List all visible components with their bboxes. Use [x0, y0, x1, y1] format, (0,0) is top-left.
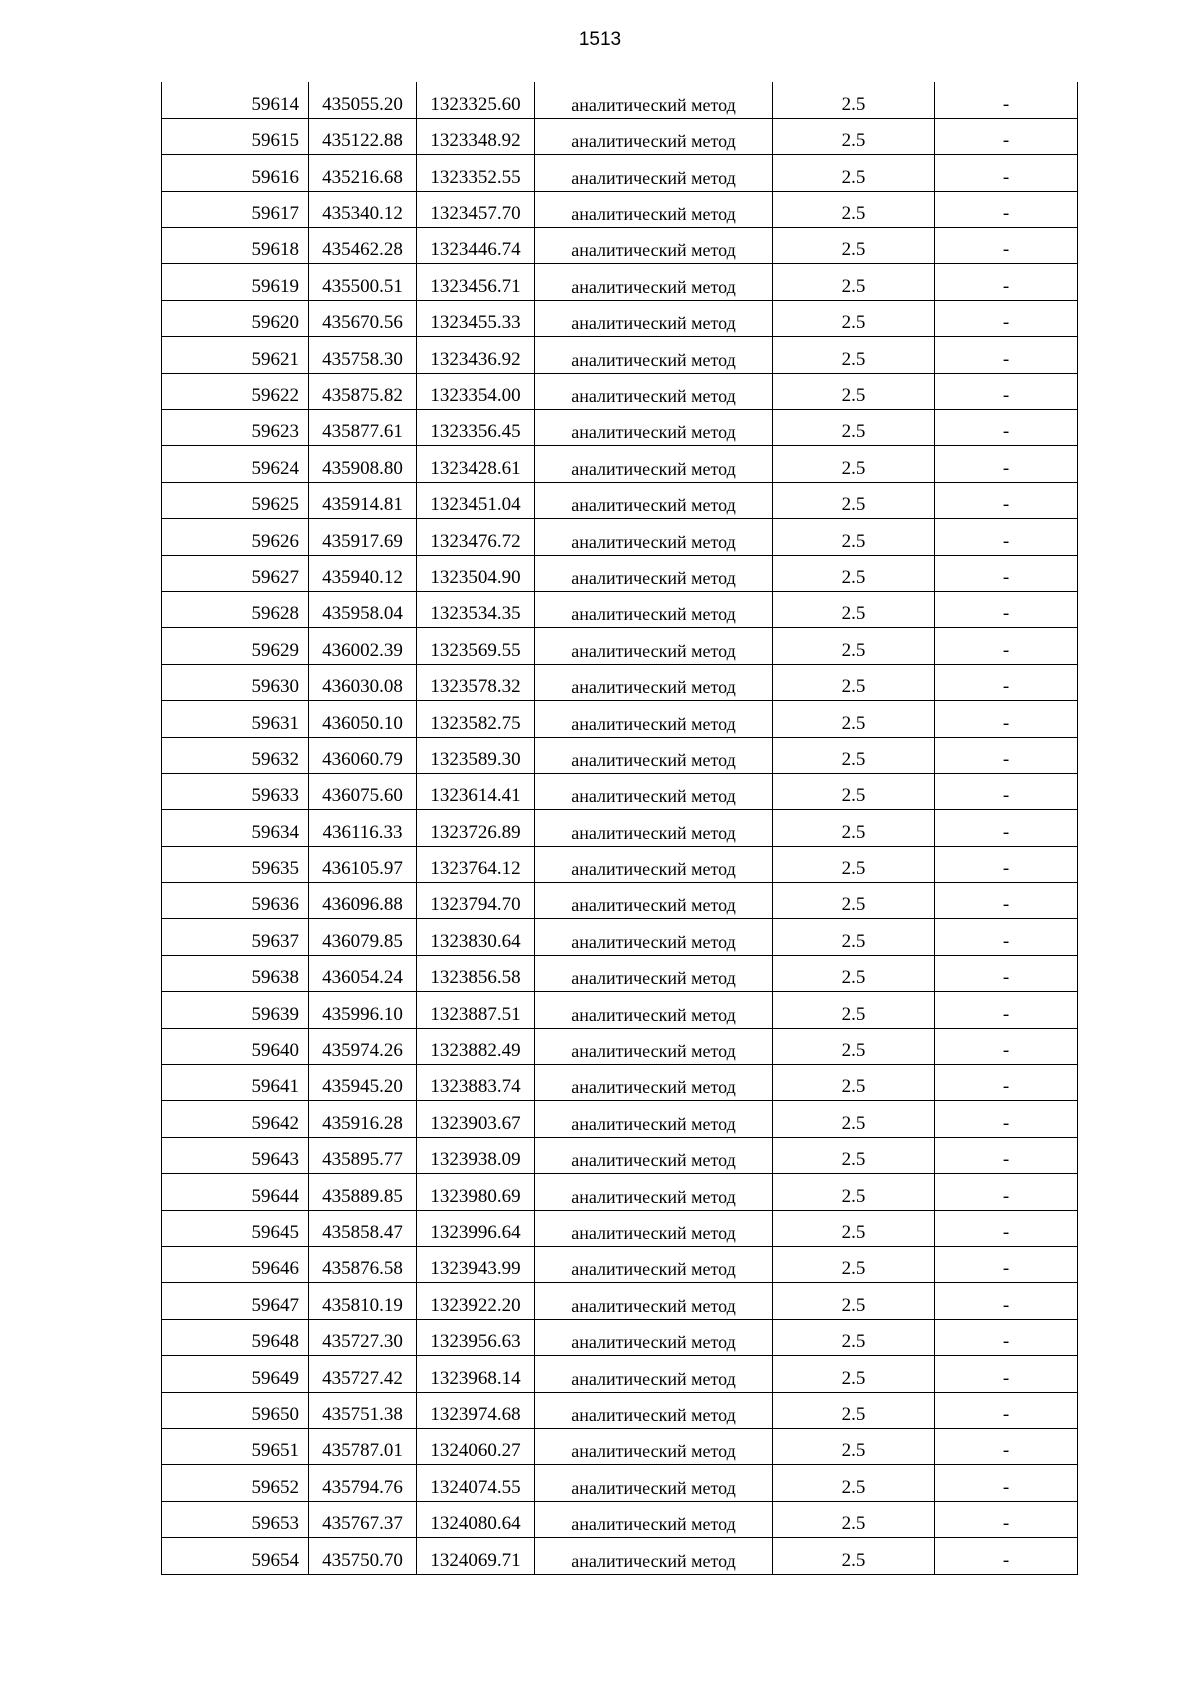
coordinates-table — [161, 82, 1078, 1575]
y-coordinate-cell: 1323578.32 — [417, 664, 535, 700]
y-coordinate-cell: 1323938.09 — [417, 1137, 535, 1173]
note-cell: - — [935, 1538, 1078, 1574]
note-cell: - — [935, 1465, 1078, 1501]
method-cell: аналитический метод — [535, 1465, 773, 1501]
method-cell: аналитический метод — [535, 883, 773, 919]
table-row — [162, 1101, 1078, 1137]
note-cell: - — [935, 300, 1078, 336]
y-coordinate-cell: 1324074.55 — [417, 1465, 535, 1501]
point-number-cell: 59624 — [162, 446, 309, 482]
note-cell: - — [935, 264, 1078, 300]
x-coordinate-cell: 435462.28 — [309, 228, 417, 264]
method-cell: аналитический метод — [535, 1247, 773, 1283]
note-cell: - — [935, 919, 1078, 955]
point-number-cell: 59641 — [162, 1065, 309, 1101]
point-number-cell: 59631 — [162, 701, 309, 737]
x-coordinate-cell: 435895.77 — [309, 1137, 417, 1173]
y-coordinate-cell: 1323582.75 — [417, 701, 535, 737]
table-row — [162, 1137, 1078, 1173]
note-cell: - — [935, 1501, 1078, 1537]
y-coordinate-cell: 1323996.64 — [417, 1210, 535, 1246]
accuracy-cell: 2.5 — [773, 992, 935, 1028]
table-row — [162, 955, 1078, 991]
note-cell: - — [935, 519, 1078, 555]
table-row — [162, 883, 1078, 919]
accuracy-cell: 2.5 — [773, 919, 935, 955]
method-cell: аналитический метод — [535, 1210, 773, 1246]
method-cell: аналитический метод — [535, 373, 773, 409]
point-number-cell: 59646 — [162, 1247, 309, 1283]
table-row — [162, 1028, 1078, 1064]
y-coordinate-cell: 1323614.41 — [417, 773, 535, 809]
point-number-cell: 59637 — [162, 919, 309, 955]
method-cell: аналитический метод — [535, 701, 773, 737]
y-coordinate-cell: 1323764.12 — [417, 846, 535, 882]
y-coordinate-cell: 1323726.89 — [417, 810, 535, 846]
table-row — [162, 664, 1078, 700]
accuracy-cell: 2.5 — [773, 446, 935, 482]
table-row — [162, 1065, 1078, 1101]
method-cell: аналитический метод — [535, 1174, 773, 1210]
method-cell: аналитический метод — [535, 1501, 773, 1537]
y-coordinate-cell: 1323456.71 — [417, 264, 535, 300]
table-row — [162, 992, 1078, 1028]
accuracy-cell: 2.5 — [773, 228, 935, 264]
y-coordinate-cell: 1323455.33 — [417, 300, 535, 336]
point-number-cell: 59616 — [162, 155, 309, 191]
note-cell: - — [935, 1319, 1078, 1355]
table-row — [162, 919, 1078, 955]
y-coordinate-cell: 1323980.69 — [417, 1174, 535, 1210]
y-coordinate-cell: 1323436.92 — [417, 337, 535, 373]
table-row — [162, 810, 1078, 846]
table-row — [162, 410, 1078, 446]
x-coordinate-cell: 435876.58 — [309, 1247, 417, 1283]
method-cell: аналитический метод — [535, 1319, 773, 1355]
note-cell: - — [935, 664, 1078, 700]
accuracy-cell: 2.5 — [773, 1101, 935, 1137]
point-number-cell: 59632 — [162, 737, 309, 773]
note-cell: - — [935, 1428, 1078, 1464]
y-coordinate-cell: 1323504.90 — [417, 555, 535, 591]
table-row — [162, 1210, 1078, 1246]
table-row — [162, 737, 1078, 773]
x-coordinate-cell: 435340.12 — [309, 191, 417, 227]
accuracy-cell: 2.5 — [773, 955, 935, 991]
x-coordinate-cell: 435751.38 — [309, 1392, 417, 1428]
method-cell: аналитический метод — [535, 482, 773, 518]
x-coordinate-cell: 435727.42 — [309, 1356, 417, 1392]
note-cell: - — [935, 1174, 1078, 1210]
method-cell: аналитический метод — [535, 1428, 773, 1464]
point-number-cell: 59649 — [162, 1356, 309, 1392]
point-number-cell: 59640 — [162, 1028, 309, 1064]
accuracy-cell: 2.5 — [773, 664, 935, 700]
y-coordinate-cell: 1324060.27 — [417, 1428, 535, 1464]
method-cell: аналитический метод — [535, 810, 773, 846]
point-number-cell: 59628 — [162, 591, 309, 627]
y-coordinate-cell: 1323457.70 — [417, 191, 535, 227]
x-coordinate-cell: 436079.85 — [309, 919, 417, 955]
x-coordinate-cell: 436050.10 — [309, 701, 417, 737]
x-coordinate-cell: 435750.70 — [309, 1538, 417, 1574]
point-number-cell: 59614 — [162, 82, 309, 118]
y-coordinate-cell: 1323534.35 — [417, 591, 535, 627]
accuracy-cell: 2.5 — [773, 1137, 935, 1173]
point-number-cell: 59617 — [162, 191, 309, 227]
method-cell: аналитический метод — [535, 628, 773, 664]
point-number-cell: 59629 — [162, 628, 309, 664]
table-row — [162, 1465, 1078, 1501]
y-coordinate-cell: 1323883.74 — [417, 1065, 535, 1101]
note-cell: - — [935, 1065, 1078, 1101]
table-row — [162, 337, 1078, 373]
note-cell: - — [935, 228, 1078, 264]
x-coordinate-cell: 435858.47 — [309, 1210, 417, 1246]
method-cell: аналитический метод — [535, 410, 773, 446]
x-coordinate-cell: 435889.85 — [309, 1174, 417, 1210]
table-row — [162, 373, 1078, 409]
y-coordinate-cell: 1323882.49 — [417, 1028, 535, 1064]
table-row — [162, 191, 1078, 227]
note-cell: - — [935, 701, 1078, 737]
x-coordinate-cell: 435916.28 — [309, 1101, 417, 1137]
table-row — [162, 701, 1078, 737]
y-coordinate-cell: 1323830.64 — [417, 919, 535, 955]
point-number-cell: 59615 — [162, 118, 309, 154]
y-coordinate-cell: 1323352.55 — [417, 155, 535, 191]
table-row — [162, 1319, 1078, 1355]
note-cell: - — [935, 1210, 1078, 1246]
x-coordinate-cell: 435727.30 — [309, 1319, 417, 1355]
x-coordinate-cell: 436105.97 — [309, 846, 417, 882]
method-cell: аналитический метод — [535, 519, 773, 555]
point-number-cell: 59638 — [162, 955, 309, 991]
x-coordinate-cell: 436075.60 — [309, 773, 417, 809]
table-row — [162, 482, 1078, 518]
method-cell: аналитический метод — [535, 155, 773, 191]
method-cell: аналитический метод — [535, 1356, 773, 1392]
note-cell: - — [935, 191, 1078, 227]
y-coordinate-cell: 1323589.30 — [417, 737, 535, 773]
table-row — [162, 1174, 1078, 1210]
accuracy-cell: 2.5 — [773, 1356, 935, 1392]
method-cell: аналитический метод — [535, 919, 773, 955]
x-coordinate-cell: 435914.81 — [309, 482, 417, 518]
table-row — [162, 300, 1078, 336]
table-row — [162, 228, 1078, 264]
accuracy-cell: 2.5 — [773, 1538, 935, 1574]
method-cell: аналитический метод — [535, 228, 773, 264]
point-number-cell: 59620 — [162, 300, 309, 336]
table-row — [162, 555, 1078, 591]
method-cell: аналитический метод — [535, 191, 773, 227]
point-number-cell: 59654 — [162, 1538, 309, 1574]
y-coordinate-cell: 1323569.55 — [417, 628, 535, 664]
accuracy-cell: 2.5 — [773, 82, 935, 118]
method-cell: аналитический метод — [535, 118, 773, 154]
note-cell: - — [935, 628, 1078, 664]
method-cell: аналитический метод — [535, 591, 773, 627]
method-cell: аналитический метод — [535, 1283, 773, 1319]
method-cell: аналитический метод — [535, 446, 773, 482]
x-coordinate-cell: 435767.37 — [309, 1501, 417, 1537]
note-cell: - — [935, 555, 1078, 591]
y-coordinate-cell: 1323428.61 — [417, 446, 535, 482]
point-number-cell: 59645 — [162, 1210, 309, 1246]
point-number-cell: 59621 — [162, 337, 309, 373]
accuracy-cell: 2.5 — [773, 1428, 935, 1464]
accuracy-cell: 2.5 — [773, 555, 935, 591]
note-cell: - — [935, 1247, 1078, 1283]
accuracy-cell: 2.5 — [773, 773, 935, 809]
x-coordinate-cell: 435216.68 — [309, 155, 417, 191]
y-coordinate-cell: 1323446.74 — [417, 228, 535, 264]
y-coordinate-cell: 1324080.64 — [417, 1501, 535, 1537]
point-number-cell: 59618 — [162, 228, 309, 264]
x-coordinate-cell: 436002.39 — [309, 628, 417, 664]
table-row — [162, 82, 1078, 118]
method-cell: аналитический метод — [535, 1065, 773, 1101]
accuracy-cell: 2.5 — [773, 591, 935, 627]
y-coordinate-cell: 1323903.67 — [417, 1101, 535, 1137]
x-coordinate-cell: 435055.20 — [309, 82, 417, 118]
x-coordinate-cell: 435670.56 — [309, 300, 417, 336]
accuracy-cell: 2.5 — [773, 1465, 935, 1501]
x-coordinate-cell: 435908.80 — [309, 446, 417, 482]
accuracy-cell: 2.5 — [773, 737, 935, 773]
x-coordinate-cell: 435787.01 — [309, 1428, 417, 1464]
note-cell: - — [935, 1283, 1078, 1319]
table-row — [162, 446, 1078, 482]
point-number-cell: 59644 — [162, 1174, 309, 1210]
y-coordinate-cell: 1323354.00 — [417, 373, 535, 409]
accuracy-cell: 2.5 — [773, 191, 935, 227]
note-cell: - — [935, 82, 1078, 118]
accuracy-cell: 2.5 — [773, 1174, 935, 1210]
note-cell: - — [935, 737, 1078, 773]
point-number-cell: 59653 — [162, 1501, 309, 1537]
y-coordinate-cell: 1323968.14 — [417, 1356, 535, 1392]
accuracy-cell: 2.5 — [773, 155, 935, 191]
accuracy-cell: 2.5 — [773, 300, 935, 336]
note-cell: - — [935, 773, 1078, 809]
point-number-cell: 59633 — [162, 773, 309, 809]
note-cell: - — [935, 846, 1078, 882]
x-coordinate-cell: 435810.19 — [309, 1283, 417, 1319]
accuracy-cell: 2.5 — [773, 373, 935, 409]
accuracy-cell: 2.5 — [773, 264, 935, 300]
table-row — [162, 628, 1078, 664]
point-number-cell: 59635 — [162, 846, 309, 882]
method-cell: аналитический метод — [535, 773, 773, 809]
method-cell: аналитический метод — [535, 300, 773, 336]
table-row — [162, 773, 1078, 809]
x-coordinate-cell: 436030.08 — [309, 664, 417, 700]
point-number-cell: 59626 — [162, 519, 309, 555]
x-coordinate-cell: 435940.12 — [309, 555, 417, 591]
note-cell: - — [935, 410, 1078, 446]
note-cell: - — [935, 1028, 1078, 1064]
x-coordinate-cell: 435794.76 — [309, 1465, 417, 1501]
x-coordinate-cell: 436054.24 — [309, 955, 417, 991]
y-coordinate-cell: 1324069.71 — [417, 1538, 535, 1574]
accuracy-cell: 2.5 — [773, 1065, 935, 1101]
y-coordinate-cell: 1323348.92 — [417, 118, 535, 154]
note-cell: - — [935, 118, 1078, 154]
point-number-cell: 59643 — [162, 1137, 309, 1173]
note-cell: - — [935, 955, 1078, 991]
method-cell: аналитический метод — [535, 1028, 773, 1064]
point-number-cell: 59639 — [162, 992, 309, 1028]
table-row — [162, 264, 1078, 300]
note-cell: - — [935, 1392, 1078, 1428]
accuracy-cell: 2.5 — [773, 701, 935, 737]
method-cell: аналитический метод — [535, 992, 773, 1028]
x-coordinate-cell: 435958.04 — [309, 591, 417, 627]
y-coordinate-cell: 1323887.51 — [417, 992, 535, 1028]
note-cell: - — [935, 883, 1078, 919]
accuracy-cell: 2.5 — [773, 1319, 935, 1355]
y-coordinate-cell: 1323943.99 — [417, 1247, 535, 1283]
note-cell: - — [935, 591, 1078, 627]
y-coordinate-cell: 1323356.45 — [417, 410, 535, 446]
note-cell: - — [935, 446, 1078, 482]
point-number-cell: 59647 — [162, 1283, 309, 1319]
method-cell: аналитический метод — [535, 82, 773, 118]
x-coordinate-cell: 435500.51 — [309, 264, 417, 300]
table-row — [162, 1356, 1078, 1392]
accuracy-cell: 2.5 — [773, 1501, 935, 1537]
accuracy-cell: 2.5 — [773, 118, 935, 154]
note-cell: - — [935, 1137, 1078, 1173]
point-number-cell: 59650 — [162, 1392, 309, 1428]
point-number-cell: 59622 — [162, 373, 309, 409]
y-coordinate-cell: 1323974.68 — [417, 1392, 535, 1428]
table-row — [162, 1283, 1078, 1319]
point-number-cell: 59642 — [162, 1101, 309, 1137]
x-coordinate-cell: 435945.20 — [309, 1065, 417, 1101]
point-number-cell: 59648 — [162, 1319, 309, 1355]
x-coordinate-cell: 436096.88 — [309, 883, 417, 919]
x-coordinate-cell: 435875.82 — [309, 373, 417, 409]
note-cell: - — [935, 992, 1078, 1028]
point-number-cell: 59636 — [162, 883, 309, 919]
y-coordinate-cell: 1323956.63 — [417, 1319, 535, 1355]
coordinates-table-body — [162, 82, 1078, 1574]
table-row — [162, 846, 1078, 882]
accuracy-cell: 2.5 — [773, 1028, 935, 1064]
x-coordinate-cell: 436116.33 — [309, 810, 417, 846]
y-coordinate-cell: 1323922.20 — [417, 1283, 535, 1319]
point-number-cell: 59623 — [162, 410, 309, 446]
accuracy-cell: 2.5 — [773, 628, 935, 664]
accuracy-cell: 2.5 — [773, 1392, 935, 1428]
x-coordinate-cell: 435758.30 — [309, 337, 417, 373]
accuracy-cell: 2.5 — [773, 846, 935, 882]
method-cell: аналитический метод — [535, 737, 773, 773]
x-coordinate-cell: 435974.26 — [309, 1028, 417, 1064]
page-number: 1513 — [578, 29, 622, 50]
method-cell: аналитический метод — [535, 846, 773, 882]
table-row — [162, 1428, 1078, 1464]
accuracy-cell: 2.5 — [773, 883, 935, 919]
table-row — [162, 591, 1078, 627]
method-cell: аналитический метод — [535, 264, 773, 300]
point-number-cell: 59651 — [162, 1428, 309, 1464]
note-cell: - — [935, 155, 1078, 191]
table-row — [162, 1247, 1078, 1283]
note-cell: - — [935, 373, 1078, 409]
accuracy-cell: 2.5 — [773, 410, 935, 446]
method-cell: аналитический метод — [535, 337, 773, 373]
method-cell: аналитический метод — [535, 1538, 773, 1574]
note-cell: - — [935, 810, 1078, 846]
y-coordinate-cell: 1323451.04 — [417, 482, 535, 518]
table-row — [162, 118, 1078, 154]
point-number-cell: 59625 — [162, 482, 309, 518]
point-number-cell: 59627 — [162, 555, 309, 591]
note-cell: - — [935, 1101, 1078, 1137]
table-row — [162, 1538, 1078, 1574]
y-coordinate-cell: 1323325.60 — [417, 82, 535, 118]
y-coordinate-cell: 1323856.58 — [417, 955, 535, 991]
note-cell: - — [935, 482, 1078, 518]
method-cell: аналитический метод — [535, 555, 773, 591]
accuracy-cell: 2.5 — [773, 1210, 935, 1246]
point-number-cell: 59634 — [162, 810, 309, 846]
accuracy-cell: 2.5 — [773, 482, 935, 518]
x-coordinate-cell: 435917.69 — [309, 519, 417, 555]
method-cell: аналитический метод — [535, 664, 773, 700]
accuracy-cell: 2.5 — [773, 337, 935, 373]
point-number-cell: 59630 — [162, 664, 309, 700]
table-row — [162, 155, 1078, 191]
point-number-cell: 59619 — [162, 264, 309, 300]
method-cell: аналитический метод — [535, 955, 773, 991]
y-coordinate-cell: 1323794.70 — [417, 883, 535, 919]
note-cell: - — [935, 337, 1078, 373]
table-row — [162, 1501, 1078, 1537]
table-row — [162, 519, 1078, 555]
method-cell: аналитический метод — [535, 1101, 773, 1137]
accuracy-cell: 2.5 — [773, 519, 935, 555]
x-coordinate-cell: 435122.88 — [309, 118, 417, 154]
accuracy-cell: 2.5 — [773, 810, 935, 846]
accuracy-cell: 2.5 — [773, 1247, 935, 1283]
y-coordinate-cell: 1323476.72 — [417, 519, 535, 555]
note-cell: - — [935, 1356, 1078, 1392]
point-number-cell: 59652 — [162, 1465, 309, 1501]
accuracy-cell: 2.5 — [773, 1283, 935, 1319]
method-cell: аналитический метод — [535, 1137, 773, 1173]
x-coordinate-cell: 435877.61 — [309, 410, 417, 446]
table-row — [162, 1392, 1078, 1428]
x-coordinate-cell: 435996.10 — [309, 992, 417, 1028]
method-cell: аналитический метод — [535, 1392, 773, 1428]
x-coordinate-cell: 436060.79 — [309, 737, 417, 773]
